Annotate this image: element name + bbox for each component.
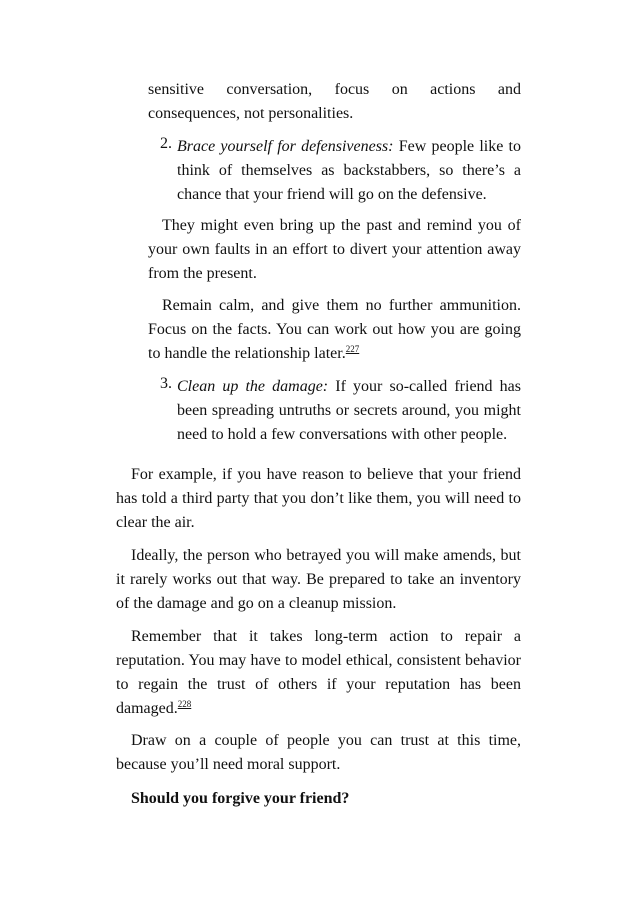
list-item-number: 3. (160, 375, 172, 392)
list-item-text: If your so-called friend has been spreading untruths or secrets around, you might need to hold a few conversations with other people. (177, 378, 522, 443)
list-item-text: Few people like to think of themselves as backstabbers, so there’s a chance that your friend will go on the defensive. (177, 138, 521, 203)
paragraph-remember-text: Remember that it takes long-term action to repair a reputation. You may have to model ethical, consistent behavior to regain the trust of others if your reputation has been damaged. (116, 628, 521, 717)
list-item-body (177, 375, 521, 447)
paragraph-calm-text: Remain calm, and give them no further ammunition. Focus on the facts. You can work out how you are going to handle the relationship later. (148, 297, 521, 362)
list-item-body (177, 135, 521, 207)
section-heading: Should you forgive your friend? (131, 790, 350, 807)
list-item-2 (160, 135, 521, 207)
list-item-number: 2. (160, 135, 172, 152)
paragraph-example: For example, if you have reason to believe that your friend has told a third party that you don’t like them, you will need to clear the air. (116, 466, 521, 531)
paragraph-continuation: sensitive conversation, focus on actions and consequences, not personalities. (148, 81, 521, 122)
paragraph-ideally: Ideally, the person who betrayed you will make amends, but it rarely works out that way. Be prepared to take an inventory of the damage and go on a cleanup mission. (116, 547, 521, 612)
paragraph-draw: Draw on a couple of people you can trust at this time, because you’ll need moral support. (116, 732, 521, 773)
list-item-title: Brace yourself for defensiveness: (177, 138, 394, 155)
paragraph-calm (148, 294, 521, 366)
list-item-3 (160, 375, 522, 447)
list-item-title: Clean up the damage: (177, 378, 329, 395)
footnote-ref-228[interactable]: 228 (177, 699, 192, 709)
paragraph-past: They might even bring up the past and remind you of your own faults in an effort to divert your attention away from the present. (148, 217, 521, 282)
footnote-ref-227[interactable]: 227 (345, 344, 360, 354)
paragraph-remember (116, 625, 521, 721)
